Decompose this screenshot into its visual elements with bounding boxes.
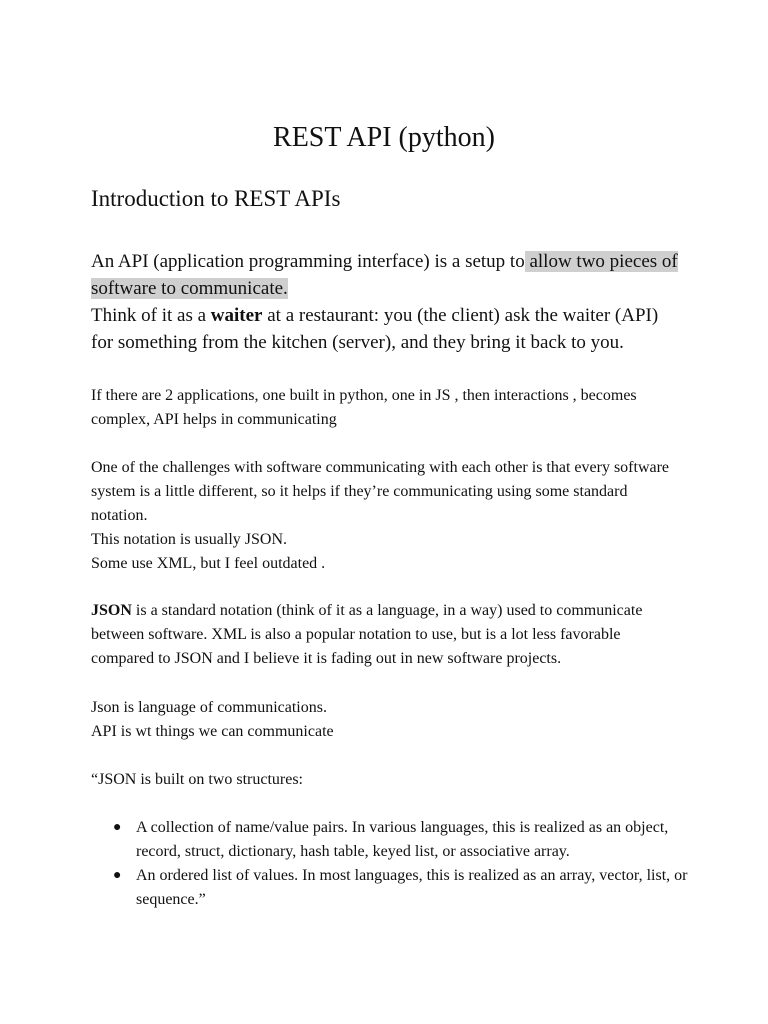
waiter-analogy-paragraph	[91, 302, 681, 356]
challenges-paragraph: One of the challenges with software communicating with each other is that every software system is a little different, so it helps if they’re communicating using some standard notation.	[91, 459, 670, 524]
list-item	[91, 816, 691, 864]
structures-list	[91, 816, 691, 912]
bullet-icon: ●	[113, 820, 122, 835]
highlighted-text: allow two pieces of software to communicate.	[91, 251, 678, 299]
api-communicate-line: API is wt things we can communicate	[91, 723, 334, 740]
list-item	[91, 864, 691, 912]
api-definition-paragraph	[91, 248, 681, 302]
json-description-text: is a standard notation (think of it as a language, in a way) used to communicate between software. XML is also a popular notation to use, but is a lot less favorable compared to JSON and I believe it is fading out in new software projects.	[91, 602, 643, 667]
list-item-text: An ordered list of values. In most languages, this is realized as an array, vector, list, or sequence.”	[136, 867, 688, 908]
bullet-icon: ●	[113, 868, 122, 883]
waiter-analogy-text-start: Think of it as a	[91, 305, 211, 326]
interaction-paragraph: If there are 2 applications, one built in python, one in JS , then interactions , becomes complex, API helps in communicating	[91, 387, 637, 428]
document-title: REST API (python)	[273, 122, 495, 153]
api-definition-text: An API (application programming interface) is a setup to	[91, 251, 525, 272]
json-notation-line: This notation is usually JSON.	[91, 531, 288, 548]
list-item-text: A collection of name/value pairs. In various languages, this is realized as an object, record, struct, dictionary, hash table, keyed list, or associative array.	[136, 819, 669, 860]
xml-line: Some use XML, but I feel outdated .	[91, 555, 326, 572]
json-description-paragraph	[91, 599, 681, 671]
quote-intro: “JSON is built on two structures:	[91, 771, 303, 788]
json-bold-text: JSON	[91, 602, 132, 619]
json-language-line: Json is language of communications.	[91, 699, 327, 716]
waiter-bold-text: waiter	[210, 305, 263, 326]
section-heading: Introduction to REST APIs	[91, 186, 341, 211]
waiter-analogy-text-end: at a restaurant: you (the client) ask the waiter (API) for something from the kitchen (server), and they bring it back to you.	[91, 305, 659, 353]
